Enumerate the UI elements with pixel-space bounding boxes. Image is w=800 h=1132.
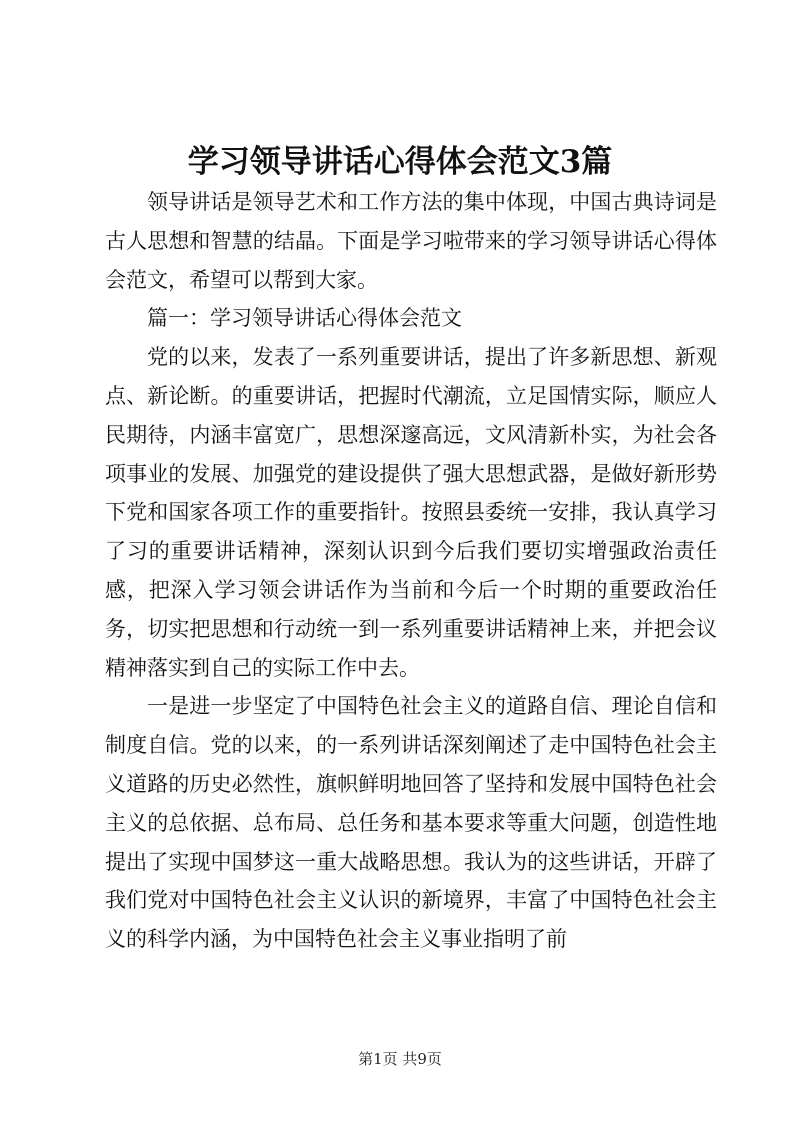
document-title: 学习领导讲话心得体会范文3篇 xyxy=(187,144,613,180)
intro-paragraph: 领导讲话是领导艺术和工作方法的集中体现，中国古典诗词是古人思想和智慧的结晶。下面是学习啦带来的学习领导讲话心得体会范文，希望可以帮到大家。 xyxy=(105,190,717,292)
section-heading: 篇一：学习领导讲话心得体会范文 xyxy=(147,306,462,331)
document-body xyxy=(105,183,717,959)
body-paragraph: 党的以来，发表了一系列重要讲话，提出了许多新思想、新观点、新论断。的重要讲话，把握时代潮流，立足国情实际，顺应人民期待，内涵丰富宽广，思想深邃高远，文风清新朴实，为社会各项事业的发展、加强党的建设提供了强大思想武器，是做好新形势下党和国家各项工作的重要指针。按照县委统一安排，我认真学习了习的重要讲话精神，深刻认识到今后我们要切实增强政治责任感，把深入学习领会讲话作为当前和今后一个时期的重要政治任务，切实把思想和行动统一到一系列重要讲话精神上来，并把会议精神落实到自己的实际工作中去。 xyxy=(105,345,717,680)
body-paragraph: 一是进一步坚定了中国特色社会主义的道路自信、理论自信和制度自信。党的以来，的一系列讲话深刻阐述了走中国特色社会主义道路的历史必然性，旗帜鲜明地回答了坚持和发展中国特色社会主义的总依据、总布局、总任务和基本要求等重大问题，创造性地提出了实现中国梦这一重大战略思想。我认为的这些讲话，开辟了我们党对中国特色社会主义认识的新境界，丰富了中国特色社会主义的科学内涵，为中国特色社会主义事业指明了前 xyxy=(105,694,717,952)
page-footer: 第1页 共9页 xyxy=(358,1050,442,1068)
